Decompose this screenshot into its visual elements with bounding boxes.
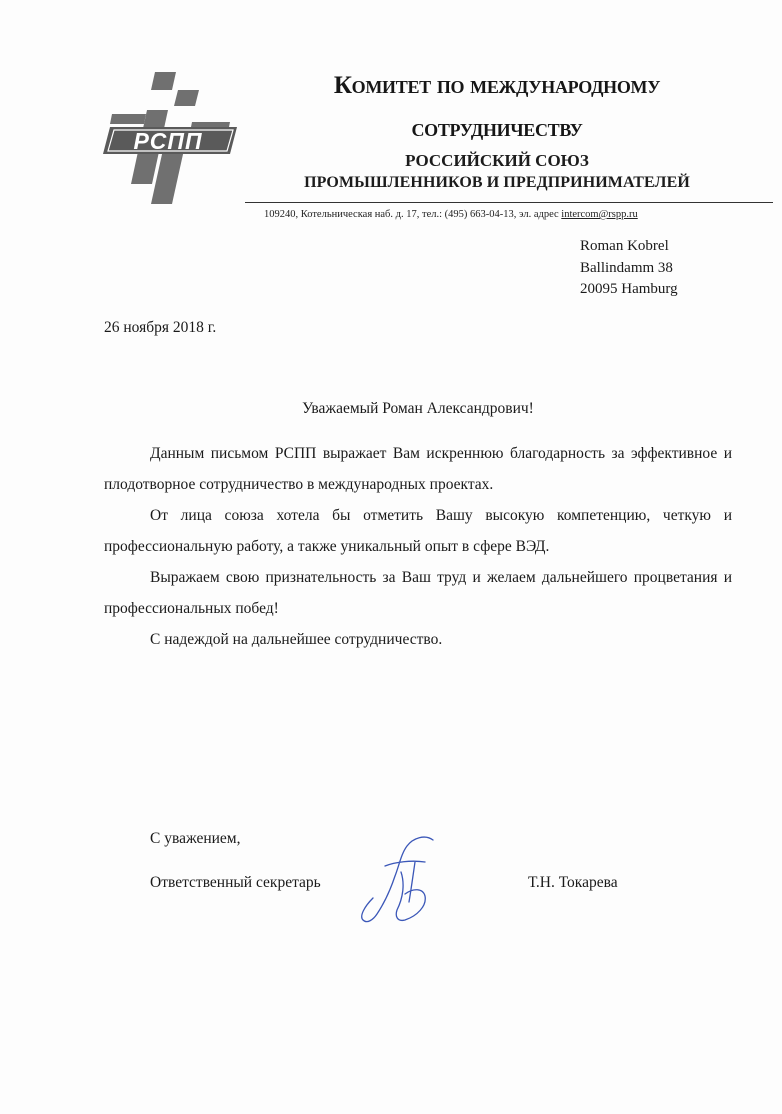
address-text: 109240, Котельническая наб. д. 17, тел.: (495) 663-04-13, эл. адрес xyxy=(264,209,562,220)
letter-body xyxy=(104,438,732,655)
logo-text: РСПП xyxy=(133,128,203,154)
recipient-street: Ballindamm 38 xyxy=(580,259,673,276)
recipient-city: 20095 Hamburg xyxy=(580,281,678,297)
handwritten-signature xyxy=(355,832,450,927)
signer-name: Т.Н. Токарева xyxy=(528,874,618,891)
organization-address xyxy=(264,208,734,222)
body-paragraph: Данным письмом РСПП выражает Вам искреннюю благодарность за эффективное и плодотворное сотрудничество в международных проектах. xyxy=(104,445,732,493)
body-paragraph: С надеждой на дальнейшее сотрудничество. xyxy=(150,631,443,648)
closing-phrase: С уважением, xyxy=(150,830,241,847)
email-link[interactable]: intercom@rspp.ru xyxy=(561,209,638,220)
recipient-address xyxy=(580,236,678,301)
rspp-logo xyxy=(100,72,240,204)
union-name-line2: ПРОМЫШЛЕННИКОВ И ПРЕДПРИНИМАТЕЛЕЙ xyxy=(304,174,690,191)
union-name-line1: РОССИЙСКИЙ СОЮЗ xyxy=(405,151,589,170)
committee-title xyxy=(262,64,732,150)
committee-title-line2: сотрудничеству xyxy=(411,115,583,142)
header-divider xyxy=(245,202,773,203)
salutation: Уважаемый Роман Александрович! xyxy=(302,400,534,417)
recipient-name: Roman Kobrel xyxy=(580,238,669,254)
body-paragraph: Выражаем свою признательность за Ваш труд и желаем дальнейшего процветания и профессиональных побед! xyxy=(104,569,732,617)
union-name xyxy=(262,150,732,194)
body-paragraph: От лица союза хотела бы отметить Вашу высокую компетенцию, четкую и профессиональную работу, а также уникальный опыт в сфере ВЭД. xyxy=(104,507,732,555)
committee-title-line1: Комитет по международному xyxy=(333,72,661,99)
signer-role: Ответственный секретарь xyxy=(150,874,321,891)
letter-date: 26 ноября 2018 г. xyxy=(104,319,217,336)
